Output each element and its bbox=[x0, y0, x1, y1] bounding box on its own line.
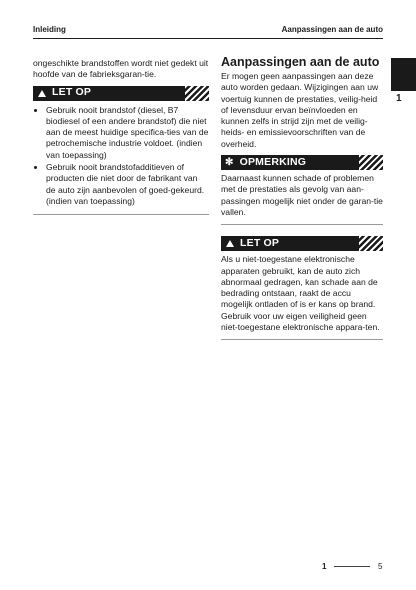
warning-bar bbox=[33, 86, 209, 101]
footer-rule bbox=[334, 566, 370, 567]
warning-triangle-icon bbox=[38, 90, 46, 97]
intro-paragraph: ongeschikte brandstoffen wordt niet gedekt uit hoofde van de fabrieksgaran-tie. bbox=[33, 58, 209, 80]
left-column bbox=[33, 58, 209, 215]
warning-text: Als u niet-toegestane elektronische apparaten gebruikt, kan de auto zich abnormaal gedragen, kan schade aan de bedrading ontstaan, raakt de accu mogelijk ontladen of is er kans op brand. Gebruik voor uw eigen veiligheid geen niet-toegestane elektronische appara-ten. bbox=[221, 254, 380, 333]
warning-list-item: • Gebruik nooit brandstof (diesel, B7 biodiesel of een andere brandstof) die niet aan de meest huidige specifica-ties van de petrochemische industrie voldoet. (indien van toepassing) bbox=[46, 105, 209, 161]
section-divider bbox=[33, 214, 209, 215]
header-section-title: Aanpassingen aan de auto bbox=[281, 25, 383, 34]
header-divider bbox=[33, 38, 383, 39]
chapter-tab-number: 1 bbox=[396, 93, 402, 104]
note-title: OPMERKING bbox=[239, 155, 307, 168]
section-title: Aanpassingen aan de auto bbox=[221, 55, 380, 69]
hazard-stripes-icon bbox=[359, 155, 383, 170]
warning-list-item: • Gebruik nooit brandstofadditieven of producten die niet door de fabrikant van de auto zijn aanbevolen of goed-gekeurd. (indien van toepassing) bbox=[46, 162, 209, 207]
section-divider bbox=[221, 339, 383, 340]
section-body: Er mogen geen aanpassingen aan deze auto worden gedaan. Wijzigingen aan uw voertuig kunnen de prestaties, veilig-heid of levensduur ervan beïnvloeden en kunnen zelfs in strijd zijn met de veilig-heids- en emissievoorschriften van de overheid. bbox=[221, 71, 379, 149]
warning-title: LET OP bbox=[52, 86, 92, 99]
hazard-stripes-icon bbox=[359, 236, 383, 251]
header-chapter-title: Inleiding bbox=[33, 25, 66, 34]
asterisk-icon: ✻ bbox=[225, 156, 234, 168]
footer-page-number: 5 bbox=[378, 562, 383, 571]
footer-chapter-number: 1 bbox=[322, 562, 327, 571]
warning-triangle-icon bbox=[226, 240, 234, 247]
warning-list bbox=[33, 105, 209, 208]
chapter-tab-marker bbox=[391, 58, 416, 91]
note-bar bbox=[221, 155, 383, 170]
hazard-stripes-icon bbox=[185, 86, 209, 101]
warning-bar bbox=[221, 236, 383, 251]
warning-title: LET OP bbox=[240, 237, 280, 250]
note-text: Daarnaast kunnen schade of problemen met de prestaties als gevolg van aan-passingen mogelijk niet onder de garan-tie vallen. bbox=[221, 173, 383, 217]
right-column bbox=[221, 55, 383, 340]
